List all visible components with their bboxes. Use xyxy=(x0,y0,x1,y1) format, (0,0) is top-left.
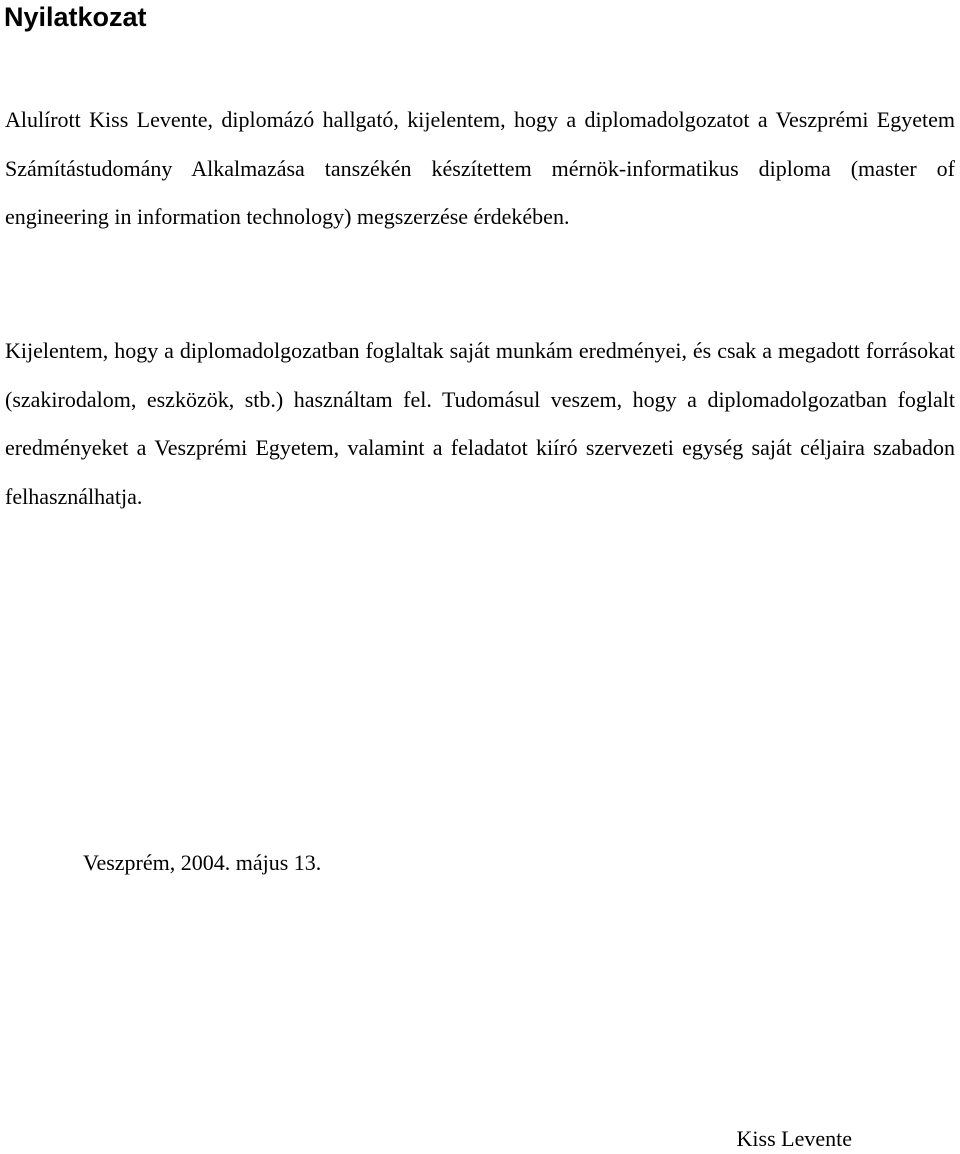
document-title: Nyilatkozat xyxy=(4,2,147,32)
declaration-paragraph-2: Kijelentem, hogy a diplomadolgozatban foglaltak saját munkám eredményei, és csak a megadott forrásokat (szakirodalom, eszközök, stb.) használtam fel. Tudomásul veszem, hogy a diplomadolgozatban foglalt eredményeket a Veszprémi Egyetem, valamint a feladatot kiíró szervezeti egység saját céljaira szabadon felhasználhatja. xyxy=(5,338,955,509)
signature-name: Kiss Levente xyxy=(736,1126,852,1151)
place-and-date: Veszprém, 2004. május 13. xyxy=(83,850,322,875)
declaration-paragraph-1: Alulírott Kiss Levente, diplomázó hallgató, kijelentem, hogy a diplomadolgozatot a Veszprémi Egyetem Számítástudomány Alkalmazása tanszékén készítettem mérnök-informatikus diploma (master of engineering in information technology) megszerzése érdekében. xyxy=(5,107,955,229)
